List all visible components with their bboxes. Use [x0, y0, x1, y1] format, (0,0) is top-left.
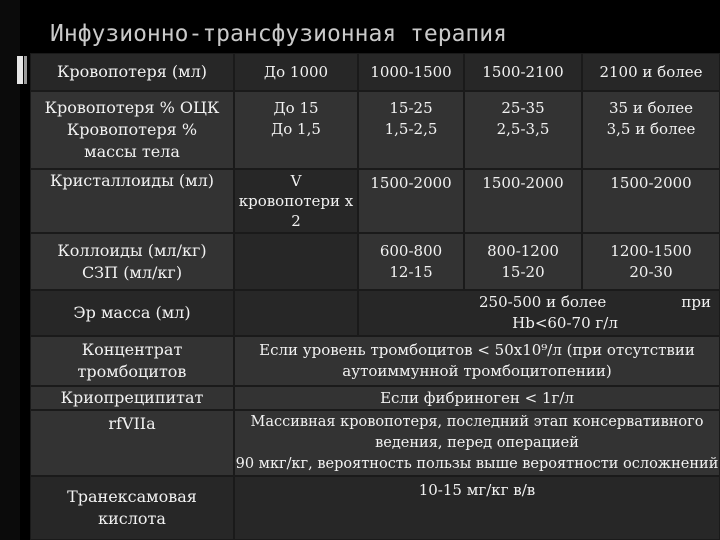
- cryst-col2: 1500-2000: [370, 174, 452, 192]
- cryst-col4: 1500-2000: [610, 174, 692, 192]
- pct-col2-line2: 1,5-2,5: [384, 120, 438, 138]
- cryo-label: Криопреципитат: [60, 388, 204, 407]
- er-value-cell: [358, 290, 720, 336]
- header-col2-cell: [358, 53, 464, 91]
- header-col3: 1500-2100: [482, 62, 564, 81]
- header-col4: 2100 и более: [599, 62, 703, 81]
- coll-label-line1: Коллоиды (мл/кг): [57, 240, 207, 260]
- cryo-label-cell: [30, 386, 234, 410]
- pct-col3-line2: 2,5-3,5: [496, 120, 550, 138]
- accent-bar-thin: [24, 56, 27, 84]
- er-value-left: 250-500 и более: [479, 293, 607, 311]
- coll-col3-cell: [464, 233, 582, 290]
- f7-value-line1: Массивная кровопотеря, последний этап консервативного: [250, 413, 704, 430]
- coll-label-line2: СЗП (мл/кг): [81, 262, 183, 282]
- pct-label-line1: Кровопотеря % ОЦК: [44, 98, 220, 117]
- coll-col3-line1: 800-1200: [487, 241, 559, 260]
- f7-label: rfVIIa: [108, 414, 156, 433]
- accent-bar: [17, 56, 23, 84]
- pct-col3-line1: 25-35: [501, 99, 545, 117]
- er-spacer-cell: [234, 290, 358, 336]
- er-label: Эр масса (мл): [73, 303, 191, 322]
- coll-col2-line2: 12-15: [389, 262, 433, 281]
- plt-label-line1: Концентрат: [81, 340, 183, 359]
- header-label-cell: [30, 53, 234, 91]
- coll-col3-line2: 15-20: [501, 262, 545, 281]
- plt-value-line2: аутоиммунной тромбоцитопении): [342, 362, 612, 380]
- pct-col1-line1: До 15: [273, 99, 319, 117]
- pct-col4-line1: 35 и более: [609, 99, 693, 117]
- plt-value-line1: Если уровень тромбоцитов < 50х10⁹/л (при отсутствии: [259, 341, 695, 359]
- er-value-line2: Hb<60-70 г/л: [512, 314, 618, 332]
- pct-col2-cell: [358, 91, 464, 169]
- header-label: Кровопотеря (мл): [56, 62, 208, 81]
- pct-label-line3: массы тела: [84, 142, 180, 161]
- er-value-right: при: [681, 293, 711, 311]
- header-col1-cell: [234, 53, 358, 91]
- tx-value: 10-15 мг/кг в/в: [418, 481, 536, 499]
- cryst-col2-cell: [358, 169, 464, 233]
- cryst-col1-cell: [234, 169, 358, 233]
- plt-label-cell: [30, 336, 234, 386]
- cryst-col3-cell: [464, 169, 582, 233]
- coll-col4-cell: [582, 233, 720, 290]
- f7-value-line2: ведения, перед операцией: [375, 434, 579, 451]
- coll-col1-cell: [234, 233, 358, 290]
- pct-col3-cell: [464, 91, 582, 169]
- f7-value-cell: [234, 410, 720, 476]
- header-col4-cell: [582, 53, 720, 91]
- er-value-line1: [479, 292, 711, 313]
- header-col2: 1000-1500: [370, 62, 452, 81]
- cryst-col4-cell: [582, 169, 720, 233]
- cryo-value-cell: [234, 386, 720, 410]
- tx-label-line1: Транексамовая: [67, 487, 197, 506]
- cryst-col3: 1500-2000: [482, 174, 564, 192]
- pct-label-cell: [30, 91, 234, 169]
- cryst-col1-line3: 2: [291, 212, 301, 230]
- header-col3-cell: [464, 53, 582, 91]
- header-col1: До 1000: [263, 62, 329, 81]
- tx-label-line2: кислота: [98, 509, 166, 528]
- cryo-value: Если фибриноген < 1г/л: [380, 388, 574, 407]
- pct-col4-cell: [582, 91, 720, 169]
- tx-label-cell: [30, 476, 234, 540]
- plt-value-cell: [234, 336, 720, 386]
- coll-col4-line2: 20-30: [629, 262, 673, 281]
- coll-col4-line1: 1200-1500: [610, 241, 692, 260]
- coll-label-cell: [30, 233, 234, 290]
- cryst-label: Кристаллоиды (мл): [49, 171, 215, 190]
- cryst-col1-line1: V: [290, 172, 302, 190]
- tx-value-cell: [234, 476, 720, 540]
- plt-label-line2: тромбоцитов: [77, 362, 187, 381]
- pct-label-line2: Кровопотеря %: [66, 120, 198, 139]
- pct-col2-line1: 15-25: [389, 99, 433, 117]
- f7-value-line3: 90 мкг/кг, вероятность пользы выше вероятности осложнений: [235, 455, 719, 472]
- pct-col1-line2: До 1,5: [271, 120, 321, 138]
- pct-col4-line2: 3,5 и более: [606, 120, 696, 138]
- f7-label-cell: [30, 410, 234, 476]
- er-label-cell: [30, 290, 234, 336]
- slide-title: Инфузионно-трансфузионная терапия: [50, 21, 507, 47]
- coll-col2-line1: 600-800: [379, 241, 443, 260]
- cryst-label-cell: [30, 169, 234, 233]
- cryst-col1-line2: кровопотери х: [238, 192, 354, 210]
- coll-col2-cell: [358, 233, 464, 290]
- pct-col1-cell: [234, 91, 358, 169]
